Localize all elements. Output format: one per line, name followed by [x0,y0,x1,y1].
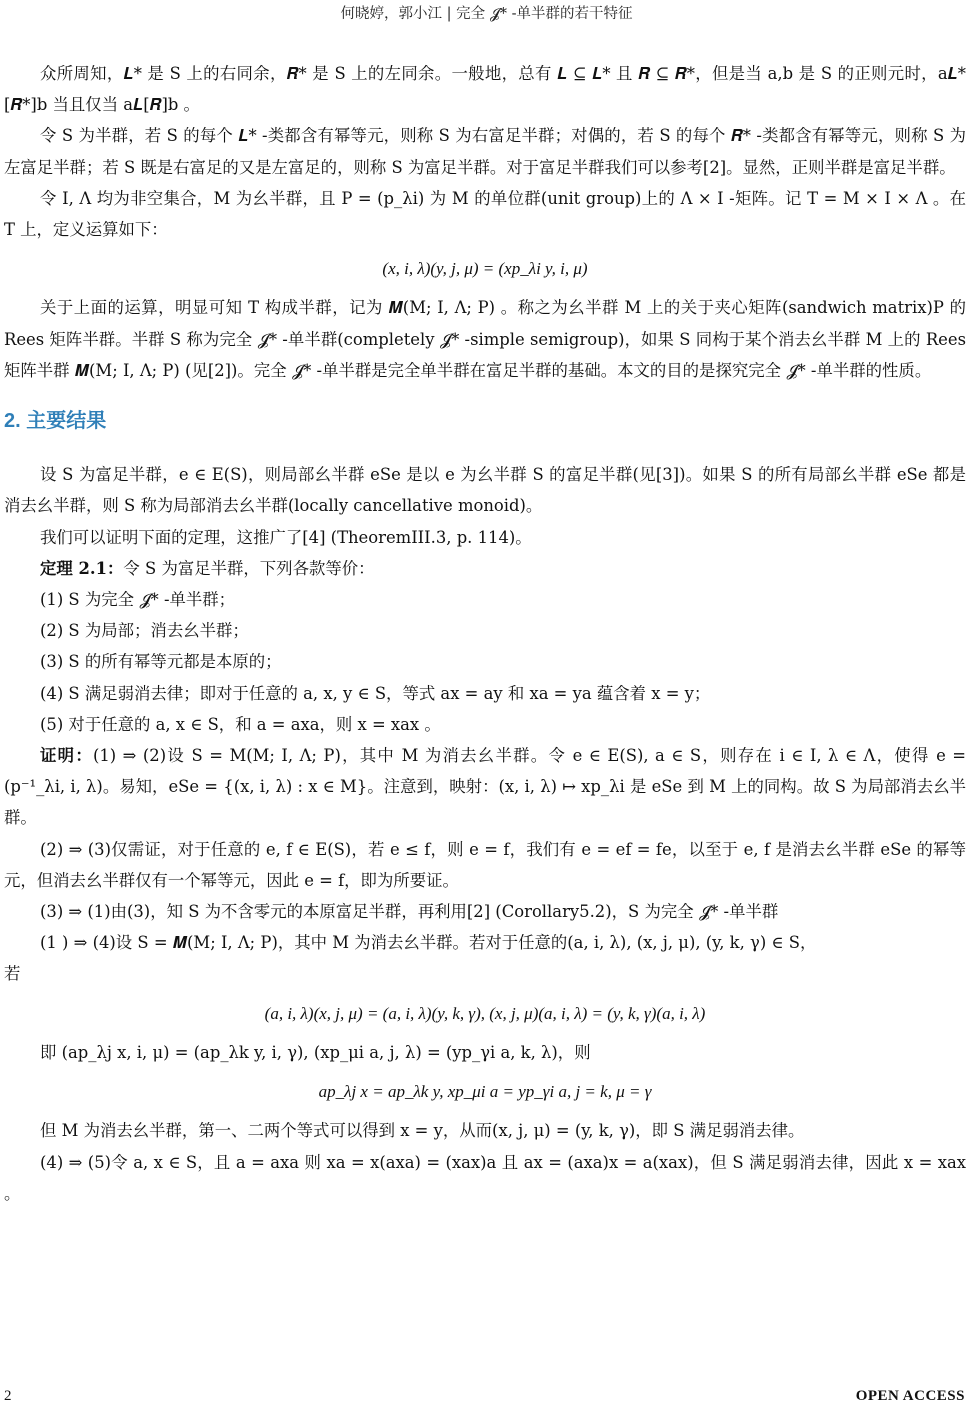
proof-step-5: 即 (ap_λj x, i, μ) = (ap_λk y, i, γ), (xp_μi a, j, λ) = (yp_γi a, k, λ)，则 [40,1042,591,1062]
proof-label: 证明： [40,746,93,766]
proof-step-2: (2) ⇒ (3)仅需证，对于任意的 e, f ∈ E(S)，若 e ≤ f，则 e = f，我们有 e = ef = fe，以至于 e, f 是消去幺半群 eSe 的幂等元，但消去幺半群仅有一个幂等元，因此 e = f，即为所要证。 [4,839,966,890]
intro-paragraph-2: 令 S 为半群，若 S 的每个 𝑳* -类都含有幂等元，则称 S 为右富足半群；对偶的，若 S 的每个 𝑹* -类都含有幂等元，则称 S 为左富足半群；若 S 既是右富足的又是左富足的，则称 S 为富足半群。对于富足半群我们可以参考[2]。显然，正则半群是富足半群。 [4,126,966,177]
results-paragraph-2: 我们可以证明下面的定理，这推广了[4] (TheoremIII.3, p. 114)。 [40,527,532,547]
theorem-text: 令 S 为富足半群，下列各款等价： [123,558,375,578]
running-head: 何晓婷，郭小江 | 完全 𝓙* -单半群的若干特征 [340,6,633,22]
equation-operation: (x, i, λ)(y, j, μ) = (xp_λi y, i, μ) [382,259,588,279]
results-paragraph-1: 设 S 为富足半群，e ∈ E(S)，则局部幺半群 eSe 是以 e 为幺半群 S 的富足半群(见[3])。如果 S 的所有局部幺半群 eSe 都是消去幺半群，则 S 称为局部消去幺半群(locally cancellative monoid)。 [4,465,966,516]
proof-step-3: (3) ⇒ (1)由(3)，知 S 为不含零元的本原富足半群，再利用[2] (Corollary5.2)，S 为完全 𝓙* -单半群 [40,902,779,922]
intro-paragraph-1: 众所周知，𝑳* 是 S 上的右同余，𝑹* 是 S 上的左同余。一般地，总有 𝑳 ⊆ 𝑳* 且 𝑹 ⊆ 𝑹*，但是当 a,b 是 S 的正则元时，a𝑳*[𝑹*]b 当且仅当 a𝑳[𝑹]b 。 [4,64,966,115]
intro-paragraph-4: 关于上面的运算，明显可知 T 构成半群，记为 𝑴(M; I, Λ; P) 。称之为幺半群 M 上的关于夹心矩阵(sandwich matrix)P 的 Rees 矩阵半群。半群 S 称为完全 𝓙* -单半群(completely 𝓙* -simple semigroup)，如果 S 同构于某个消去幺半群 M 上的 Rees 矩阵半群 𝑴(M; I, Λ; P) (见[2])。完全 𝓙* -单半群是完全单半群在富足半群的基础。本文的目的是探究完全 𝓙* -单半群的性质。 [4,298,966,380]
proof-step-1-text: (1) ⇒ (2)设 S = M(M; I, Λ; P)，其中 M 为消去幺半群。令 e ∈ E(S), a ∈ S，则存在 i ∈ I, λ ∈ Λ，使得 e = (p⁻¹_λi, i, λ)。易知，eSe = {(x, i, λ) : x ∈ M}。注意到，映射：(x, i, λ) ↦ xp_λi 是 eSe 到 M 上的同构。故 S 为局部消去幺半群。 [4,746,966,828]
proof-step-4: (1 ) ⇒ (4)设 S = 𝑴(M; I, Λ; P)，其中 M 为消去幺半群。若对于任意的(a, i, λ), (x, j, μ), (y, k, γ) ∈ S， [40,933,817,953]
theorem-item-3: (3) S 的所有幂等元都是本原的； [40,652,282,672]
equation-consequence: ap_λj x = ap_λk y, xp_μi a = yp_γi a, j = k, μ = γ [318,1082,652,1102]
theorem-item-2: (2) S 为局部；消去幺半群； [40,621,249,641]
proof-step-4-continued: 若 [4,964,21,984]
proof-step-6: 但 M 为消去幺半群，第一、二两个等式可以得到 x = y，从而(x, j, μ) = (y, k, γ)，即 S 满足弱消去律。 [40,1121,805,1141]
theorem-item-4: (4) S 满足弱消去律；即对于任意的 a, x, y ∈ S，等式 ax = ay 和 xa = ya 蕴含着 x = y； [40,683,711,703]
proof-step-1 [4,740,966,834]
theorem-item-1: (1) S 为完全 𝓙* -单半群； [40,590,236,610]
proof-step-7: (4) ⇒ (5)令 a, x ∈ S，且 a = axa 则 xa = x(axa) = (xax)a 且 ax = (axa)x = a(xax)，但 S 满足弱消去律，因此 x = xax 。 [4,1152,966,1203]
section-title: 2. 主要结果 [4,410,107,433]
intro-paragraph-3: 令 I, Λ 均为非空集合，M 为幺半群，且 P = (p_λi) 为 M 的单位群(unit group)上的 Λ × I -矩阵。记 T = M × I × Λ 。在 T 上，定义运算如下： [4,188,966,240]
page-number: 2 [4,1388,12,1404]
page-body [4,58,966,1209]
journal-footer: OPEN ACCESS [855,1388,965,1404]
equation-hypothesis: (a, i, λ)(x, j, μ) = (a, i, λ)(y, k, γ), (x, j, μ)(a, i, λ) = (y, k, γ)(a, i, λ) [264,1003,706,1023]
theorem-statement [4,553,966,584]
theorem-label: 定理 2.1： [40,558,124,578]
theorem-item-5: (5) 对于任意的 a, x ∈ S，和 a = axa，则 x = xax 。 [40,714,441,734]
